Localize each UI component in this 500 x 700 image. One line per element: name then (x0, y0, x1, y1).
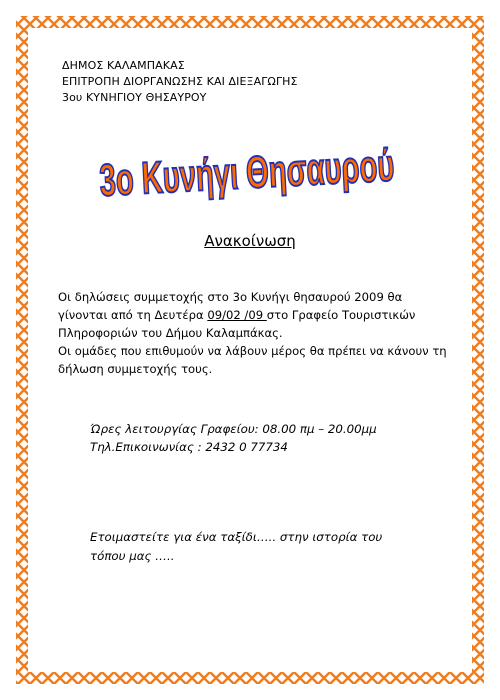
registration-date: 09/02 /09 (207, 308, 267, 322)
closing-line: Ετοιμαστείτε για ένα ταξίδι….. στην ιστορία του τόπου μας ….. (90, 530, 383, 563)
organization-header (62, 58, 298, 106)
event-title-wordart (92, 135, 465, 210)
office-hours: Ώρες λειτουργίας Γραφείου: 08.00 πμ – 20.00μμ (90, 422, 377, 436)
header-line-event: 3ου ΚΥΝΗΓΙΟΥ ΘΗΣΑΥΡΟΥ (62, 91, 207, 104)
paragraph-teams: Οι ομάδες που επιθυμούν να λάβουν μέρος θα πρέπει να κάνουν τη δήλωση συμμετοχής τους. (58, 344, 447, 376)
paragraph-registration (58, 288, 448, 342)
office-info (90, 420, 450, 456)
event-title: 3ο Κυνήγι Θησαυρού (98, 135, 465, 206)
header-line-municipality: ΔΗΜΟΣ ΚΑΛΑΜΠΑΚΑΣ (62, 59, 185, 72)
contact-phone: Τηλ.Επικοινωνίας : 2432 0 77734 (90, 440, 288, 454)
notice-heading: Ανακοίνωση (204, 232, 296, 250)
paragraph-registration-end: στο Γραφείο Τουριστικών Πληροφοριών του Δήμου Καλαμπάκας. (58, 308, 416, 340)
announcement-body (58, 288, 448, 378)
header-line-committee: ΕΠΙΤΡΟΠΗ ΔΙΟΡΓΑΝΩΣΗΣ ΚΑΙ ΔΙΕΞΑΓΩΓΗΣ (62, 75, 298, 88)
paragraph-registration-start: Οι δηλώσεις συμμετοχής στο 3ο Κυνήγι θησαυρού 2009 θα γίνονται από τη Δευτέρα (58, 290, 403, 322)
